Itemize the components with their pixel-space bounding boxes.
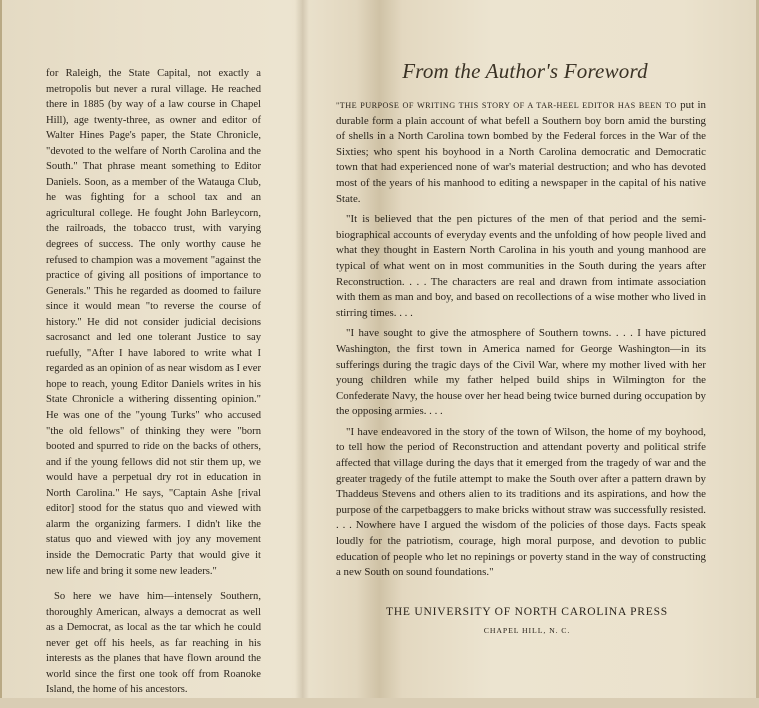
publisher-name: THE UNIVERSITY OF NORTH CAROLINA PRESS (386, 605, 668, 618)
foreword-paragraph-2: "It is believed that the pen pictures of the men of that period and the semi-biographical accounts of everyday events and the unfolding of how people lived and what they thought in Eastern North Carolina in his youth and young manhood are typical of what went on in most communities in the South during the years after Reconstruction. . . . The characters are real and drawn from intimate association with them as man and boy, and based on recollections of a wise mother who lived in stirring times. . . . (336, 213, 706, 319)
foreword-heading: From the Author's Foreword (402, 59, 648, 83)
left-page-text (46, 66, 261, 708)
foreword-lead-in: "THE PURPOSE OF WRITING THIS STORY OF A TAR-HEEL EDITOR HAS BEEN TO (336, 101, 677, 110)
foreword-paragraph-3: "I have sought to give the atmosphere of Southern towns. . . . I have pictured Washington, the first town in America named for George Washington—in its sufferings during the tragic days of the Civil War, where my mother lived with her young children while my father helped build ships in Wilmington for the Confederate Navy, the house over her head being twice burned during occupation by the opposing armies. . . . (336, 327, 706, 418)
right-page-text (336, 58, 706, 639)
foreword-paragraph-1-rest: put in durable form a plain account of what befell a Southern boy born amid the bursting of shells in a North Carolina town bombed by the Federal forces in the War of the Sixties; who spent his boyhood in a North Carolina democratic and Democratic town that had experienced none of war's material destruction; and who has devoted most of the years of his manhood to editing a newspaper in the capital of his native State. (336, 99, 706, 205)
left-paragraph-1: for Raleigh, the State Capital, not exactly a metropolis but never a rural village. He reached there in 1885 (by way of a law course in Chapel Hill), age twenty-three, as owner and editor of Walter Hines Page's paper, the State Chronicle, "devoted to the welfare of North Carolina and the South." That phrase meant something to Editor Daniels. Soon, as a member of the Watauga Club, he was fighting for a school tax and an agricultural college. He fought John Barleycorn, the railroads, the tobacco trust, with varying degrees of success. The only worthy cause he refused to champion was a movement "against the practice of giving all positions of importance to Generals." This he regarded as doomed to failure since it would mean "to reverse the course of history." He did not consider judicial decisions sacrosanct and led one tolerant Justice to say ruefully, "After I have labored to write what I regarded as an opinion of as near wisdom as I ever hope to reach, young Editor Daniels writes in his State Chronicle a withering dissenting opinion." He was one of the "young Turks" who accused "the old fellows" of thinking they were "born booted and spurred to ride on the backs of others, and if the young fellows did not stir them up, we would have a perpetual dry rot in education in North Carolina." He says, "Captain Ashe [rival editor] stood for the status quo and viewed with alarm the organizing farmers. I didn't like the status quo and viewed with joy any movement inside the Democratic Party that would give it new life and bring it some new leaders." (46, 68, 261, 577)
page-edge-left (0, 0, 2, 698)
publisher-place: CHAPEL HILL, N. C. (483, 626, 571, 636)
foreword-paragraph-4: "I have endeavored in the story of the town of Wilson, the home of my boyhood, to tell how the period of Reconstruction and attendant poverty and political strife affected that village during the days that it emerged from the tragedy of war and the greater tragedy of the futile attempt to make the South over after a pattern drawn by Thaddeus Stevens and others alien to its traditions and its aspirations, and how the purpose of the carpetbaggers to make bricks without straw was successfully resisted. . . . Nowhere have I argued the wisdom of the policies of those days. Facts speak loudly for the patriotism, courage, high moral purpose, and devotion to public education of people who let no repinings or poverty stand in the way of constructing a new South on sound foundations." (336, 425, 706, 579)
left-paragraph-2: So here we have him—intensely Southern, thoroughly American, always a democrat as well as a Democrat, as local as the tar which he could never get off his heels, as far reaching in his interests as the planes that have flown around the world since the first one took off from Roanoke Island, the home of his ancestors. (46, 591, 261, 696)
foreword-paragraph-1 (336, 98, 706, 207)
center-fold (295, 0, 309, 698)
